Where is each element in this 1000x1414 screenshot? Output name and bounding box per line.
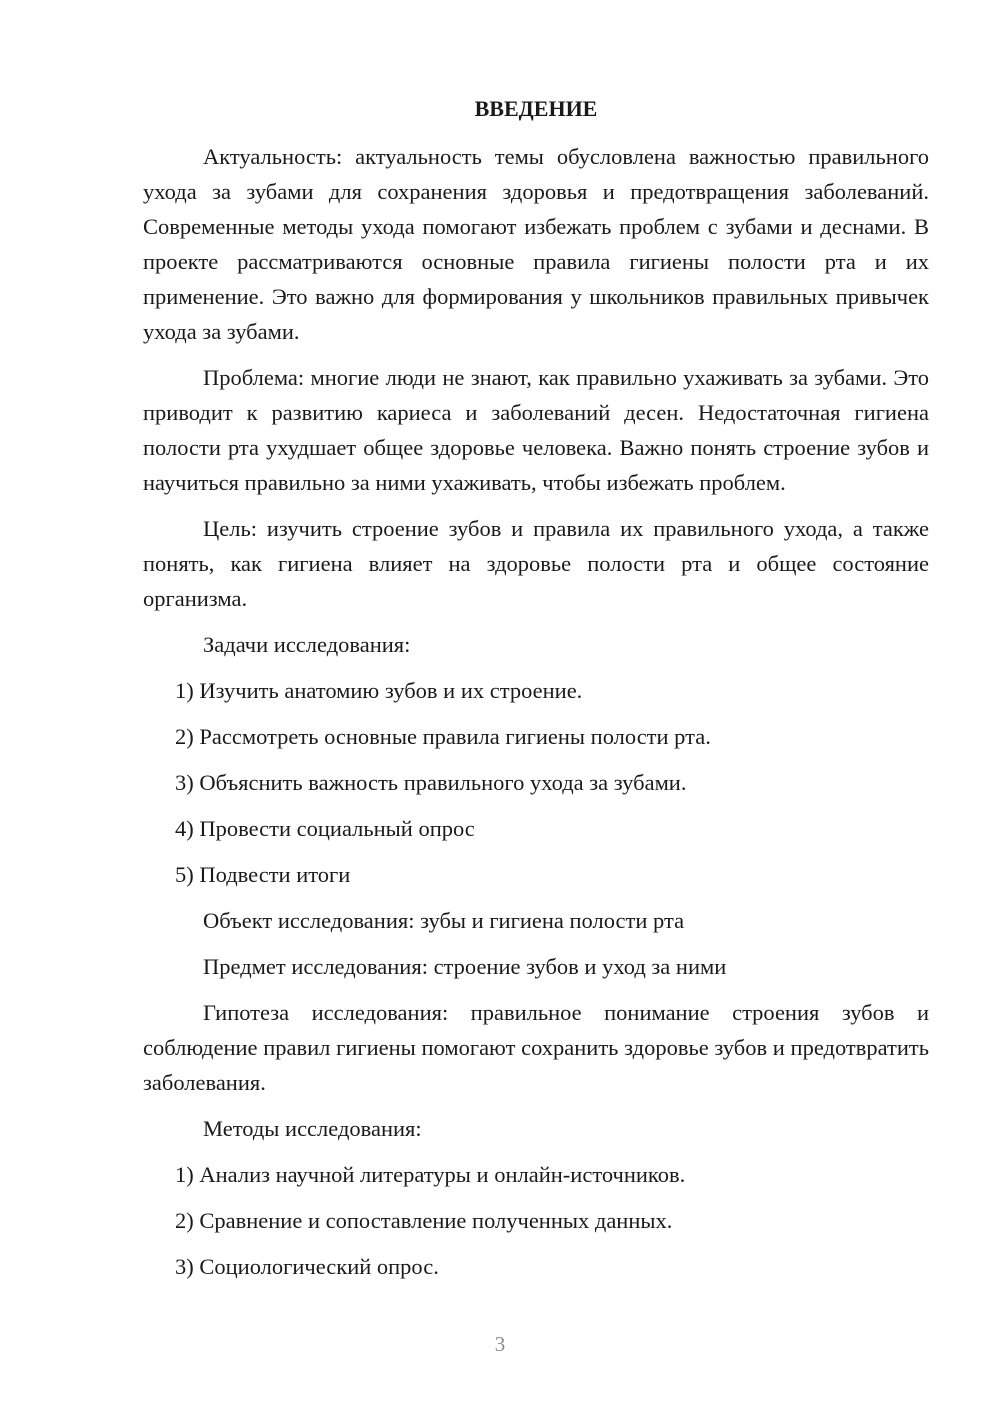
list-item: 2) Рассмотреть основные правила гигиены полости рта.: [175, 724, 711, 749]
tasks-list: [143, 673, 929, 892]
section-title: ВВЕДЕНИЕ: [474, 96, 598, 121]
tasks-heading: Задачи исследования:: [203, 632, 411, 657]
problem-paragraph: Проблема: многие люди не знают, как правильно ухаживать за зубами. Это приводит к развитию кариеса и заболеваний десен. Недостаточная гигиена полости рта ухудшает общее здоровье человека. Важно понять строение зубов и научиться правильно за ними ухаживать, чтобы избежать проблем.: [143, 365, 929, 495]
list-item: 1) Изучить анатомию зубов и их строение.: [175, 678, 583, 703]
subject-line: Предмет исследования: строение зубов и уход за ними: [203, 954, 727, 979]
list-item: 4) Провести социальный опрос: [175, 816, 475, 841]
list-item: 2) Сравнение и сопоставление полученных данных.: [175, 1208, 673, 1233]
list-item: 5) Подвести итоги: [175, 862, 351, 887]
methods-list: [143, 1157, 929, 1284]
page-number: 3: [494, 1332, 506, 1356]
object-line: Объект исследования: зубы и гигиена полости рта: [203, 908, 685, 933]
list-item: 1) Анализ научной литературы и онлайн-источников.: [175, 1162, 686, 1187]
list-item: 3) Объяснить важность правильного ухода за зубами.: [175, 770, 687, 795]
goal-paragraph: Цель: изучить строение зубов и правила их правильного ухода, а также понять, как гигиена влияет на здоровье полости рта и общее состояние организма.: [143, 516, 929, 611]
relevance-paragraph: Актуальность: актуальность темы обусловлена важностью правильного ухода за зубами для сохранения здоровья и предотвращения заболеваний. Современные методы ухода помогают избежать проблем с зубами и деснами. В проекте рассматриваются основные правила гигиены полости рта и их применение. Это важно для формирования у школьников правильных привычек ухода за зубами.: [143, 144, 929, 344]
list-item: 3) Социологический опрос.: [175, 1254, 439, 1279]
document-page: [143, 92, 929, 1295]
hypothesis-paragraph: Гипотеза исследования: правильное понимание строения зубов и соблюдение правил гигиены помогают сохранить здоровье зубов и предотвратить заболевания.: [143, 1000, 929, 1095]
methods-heading: Методы исследования:: [203, 1116, 422, 1141]
